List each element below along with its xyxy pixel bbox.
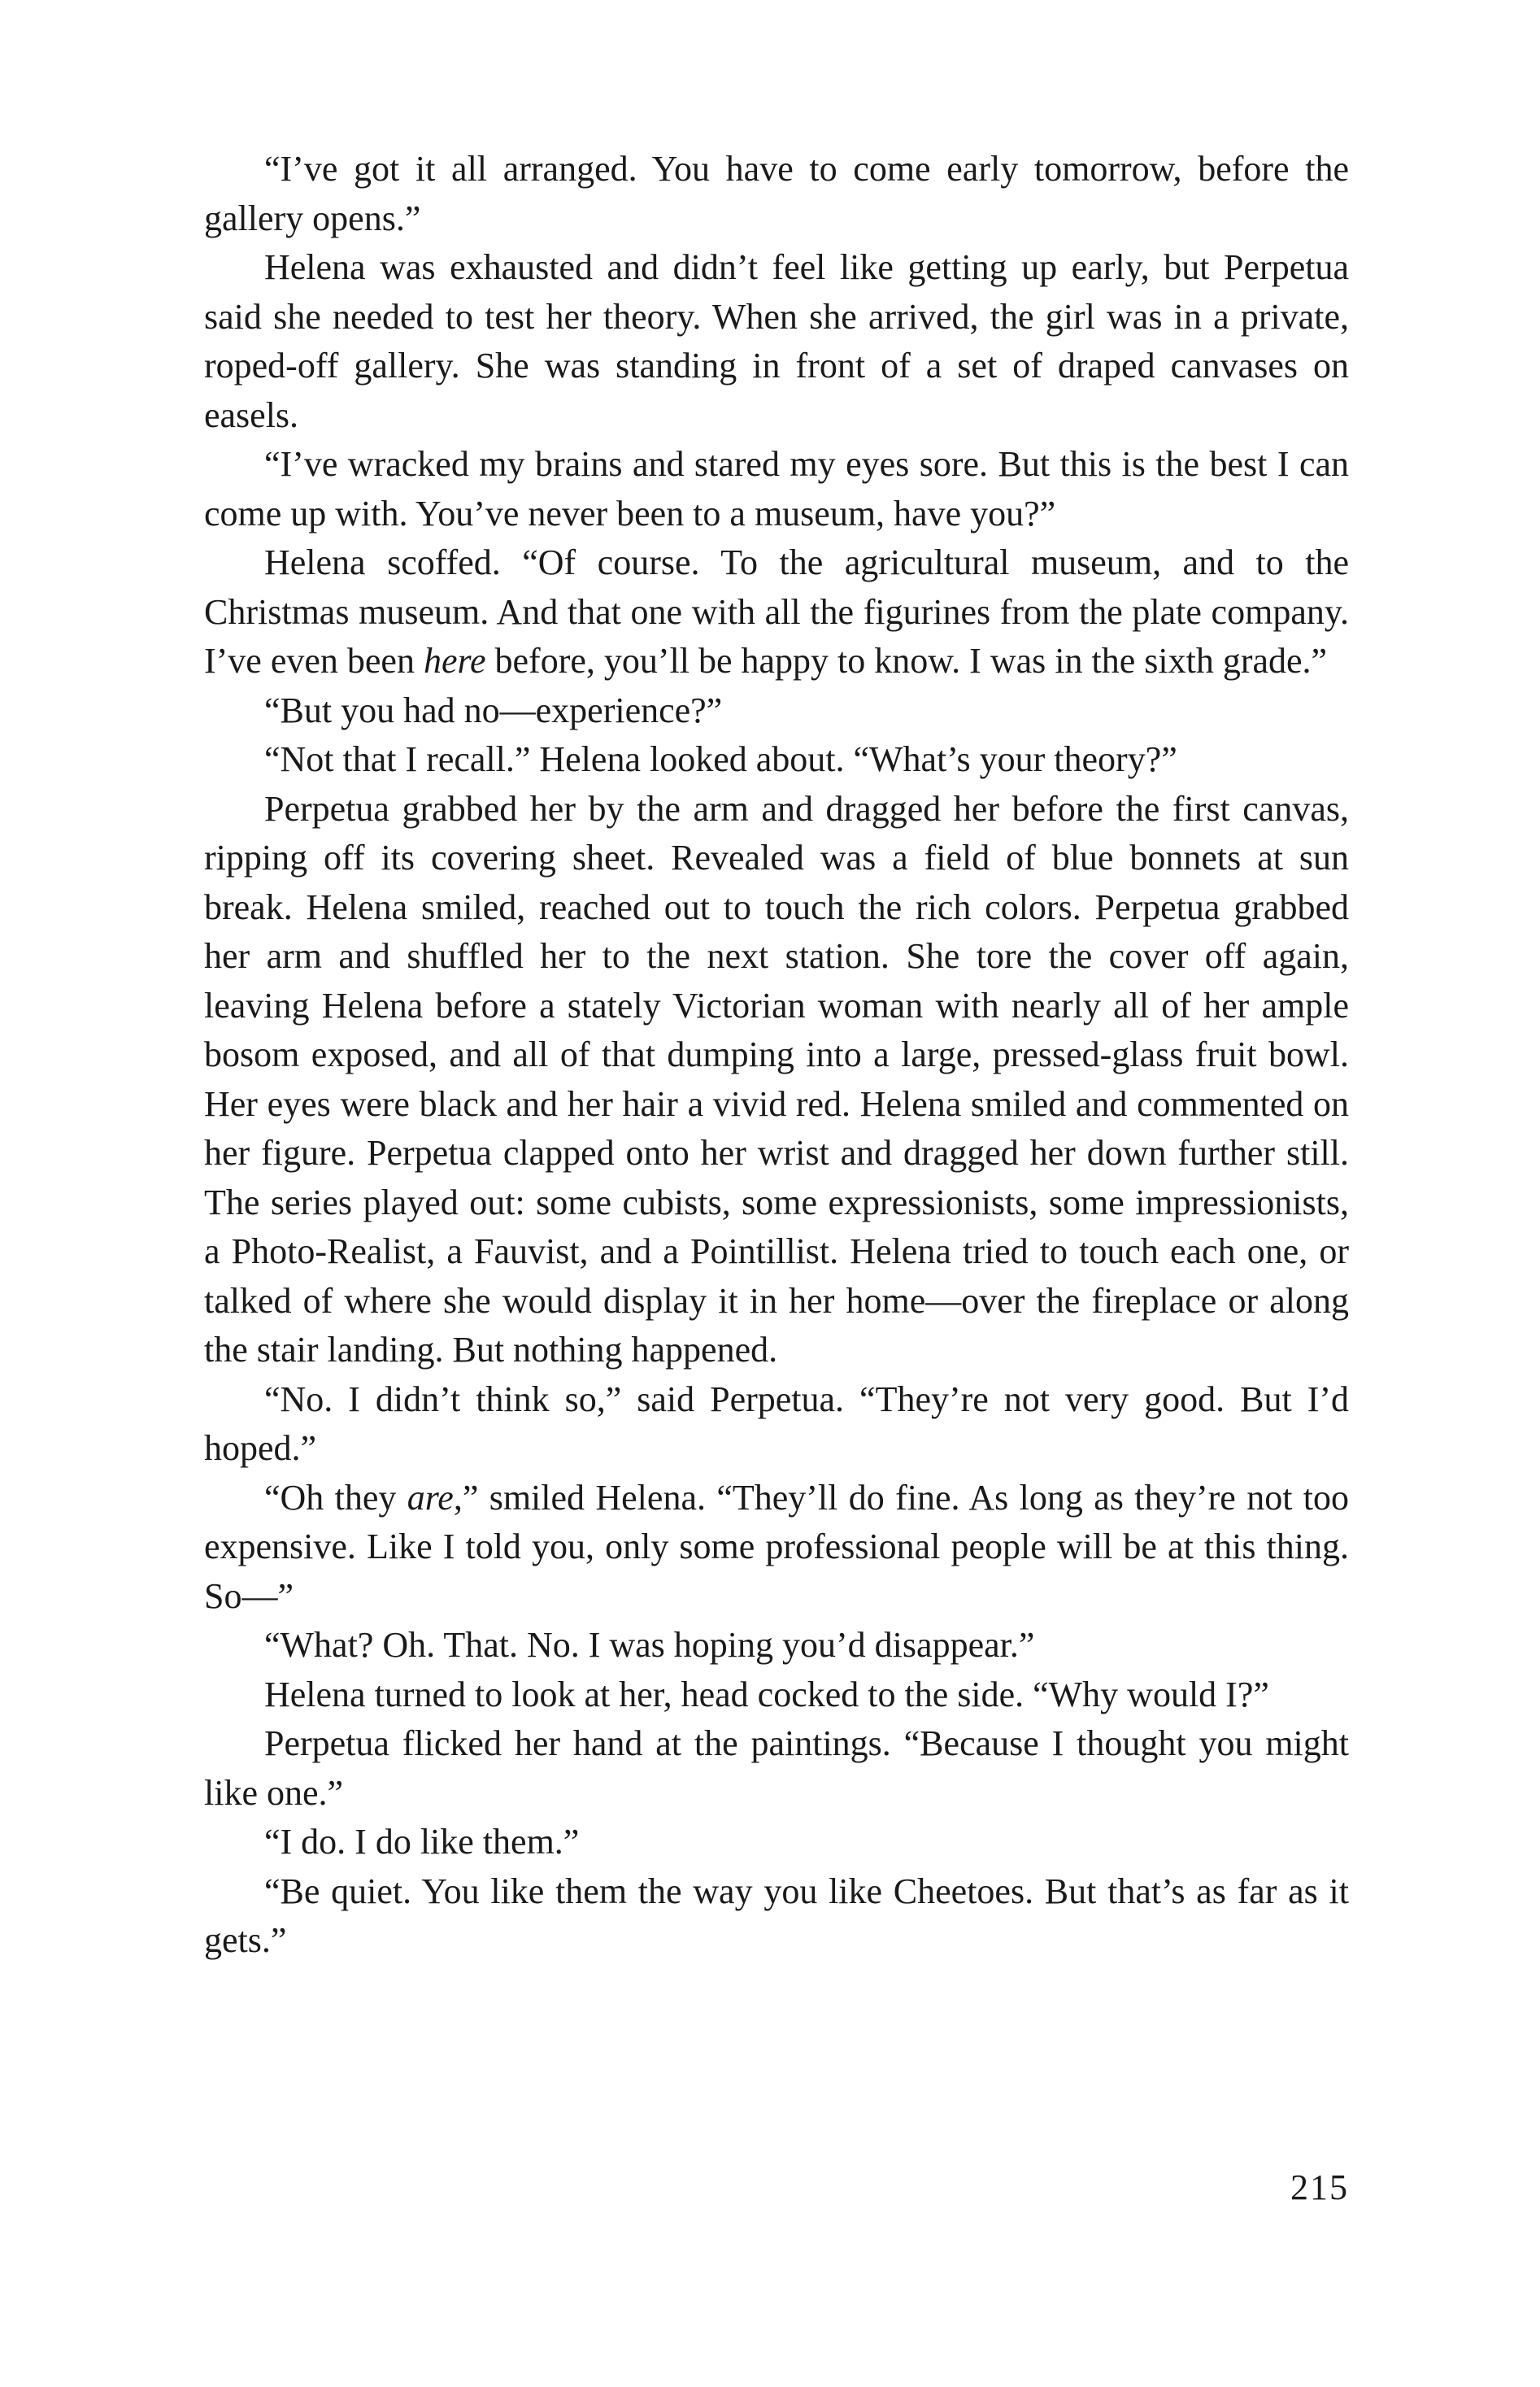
paragraph: “But you had no—experience?”: [264, 690, 723, 730]
paragraph: Perpetua flicked her hand at the paintings. “Because I thought you might like one.”: [204, 1723, 1349, 1813]
paragraph: Helena turned to look at her, head cocked to the side. “Why would I?”: [264, 1674, 1269, 1714]
paragraph: “I do. I do like them.”: [264, 1822, 580, 1862]
paragraph: “What? Oh. That. No. I was hoping you’d disappear.”: [264, 1625, 1035, 1665]
paragraph: “Oh they are,” smiled Helena. “They’ll do fine. As long as they’re not too expensive. Like I told you, only some professional people will be at this thing. So—”: [204, 1477, 1349, 1616]
paragraph: “No. I didn’t think so,” said Perpetua. “They’re not very good. But I’d hoped.”: [204, 1379, 1349, 1468]
paragraph: “Not that I recall.” Helena looked about. “What’s your theory?”: [264, 739, 1177, 779]
paragraph: “I’ve wracked my brains and stared my eyes sore. But this is the best I can come up with. You’ve never been to a museum, have you?”: [204, 444, 1349, 534]
page-number: 215: [1290, 2167, 1349, 2207]
emphasis: are: [407, 1477, 454, 1518]
emphasis: here: [423, 641, 486, 681]
paragraph: “Be quiet. You like them the way you like Cheetoes. But that’s as far as it gets.”: [204, 1871, 1349, 1960]
paragraph: Perpetua grabbed her by the arm and dragged her before the first canvas, ripping off its covering sheet. Revealed was a field of blue bonnets at sun break. Helena smiled, reached out to touch the rich colors. Perpetua grabbed her arm and shuffled her to the next station. She tore the cover off again, leaving Helena before a stately Victorian woman with nearly all of her ample bosom exposed, and all of that dumping into a large, pressed-glass fruit bowl. Her eyes were black and her hair a vivid red. Helena smiled and commented on her figure. Perpetua clapped onto her wrist and dragged her down further still. The series played out: some cubists, some expressionists, some impressionists, a Photo-Realist, a Fauvist, and a Pointillist. Helena tried to touch each one, or talked of where she would display it in her home—over the fireplace or along the stair landing. But nothing happened.: [204, 788, 1349, 1370]
paragraph: Helena was exhausted and didn’t feel like getting up early, but Perpetua said she needed to test her theory. When she arrived, the girl was in a private, roped-off gallery. She was standing in front of a set of draped canvases on easels.: [204, 247, 1349, 435]
paragraph: “I’ve got it all arranged. You have to come early tomorrow, before the gallery opens.”: [204, 149, 1349, 238]
paragraph: Helena scoffed. “Of course. To the agricultural museum, and to the Christmas museum. And that one with all the figurines from the plate company. I’ve even been here before, you’ll be happy to know. I was in the sixth grade.”: [204, 542, 1349, 681]
book-page-text: [204, 145, 1349, 1966]
